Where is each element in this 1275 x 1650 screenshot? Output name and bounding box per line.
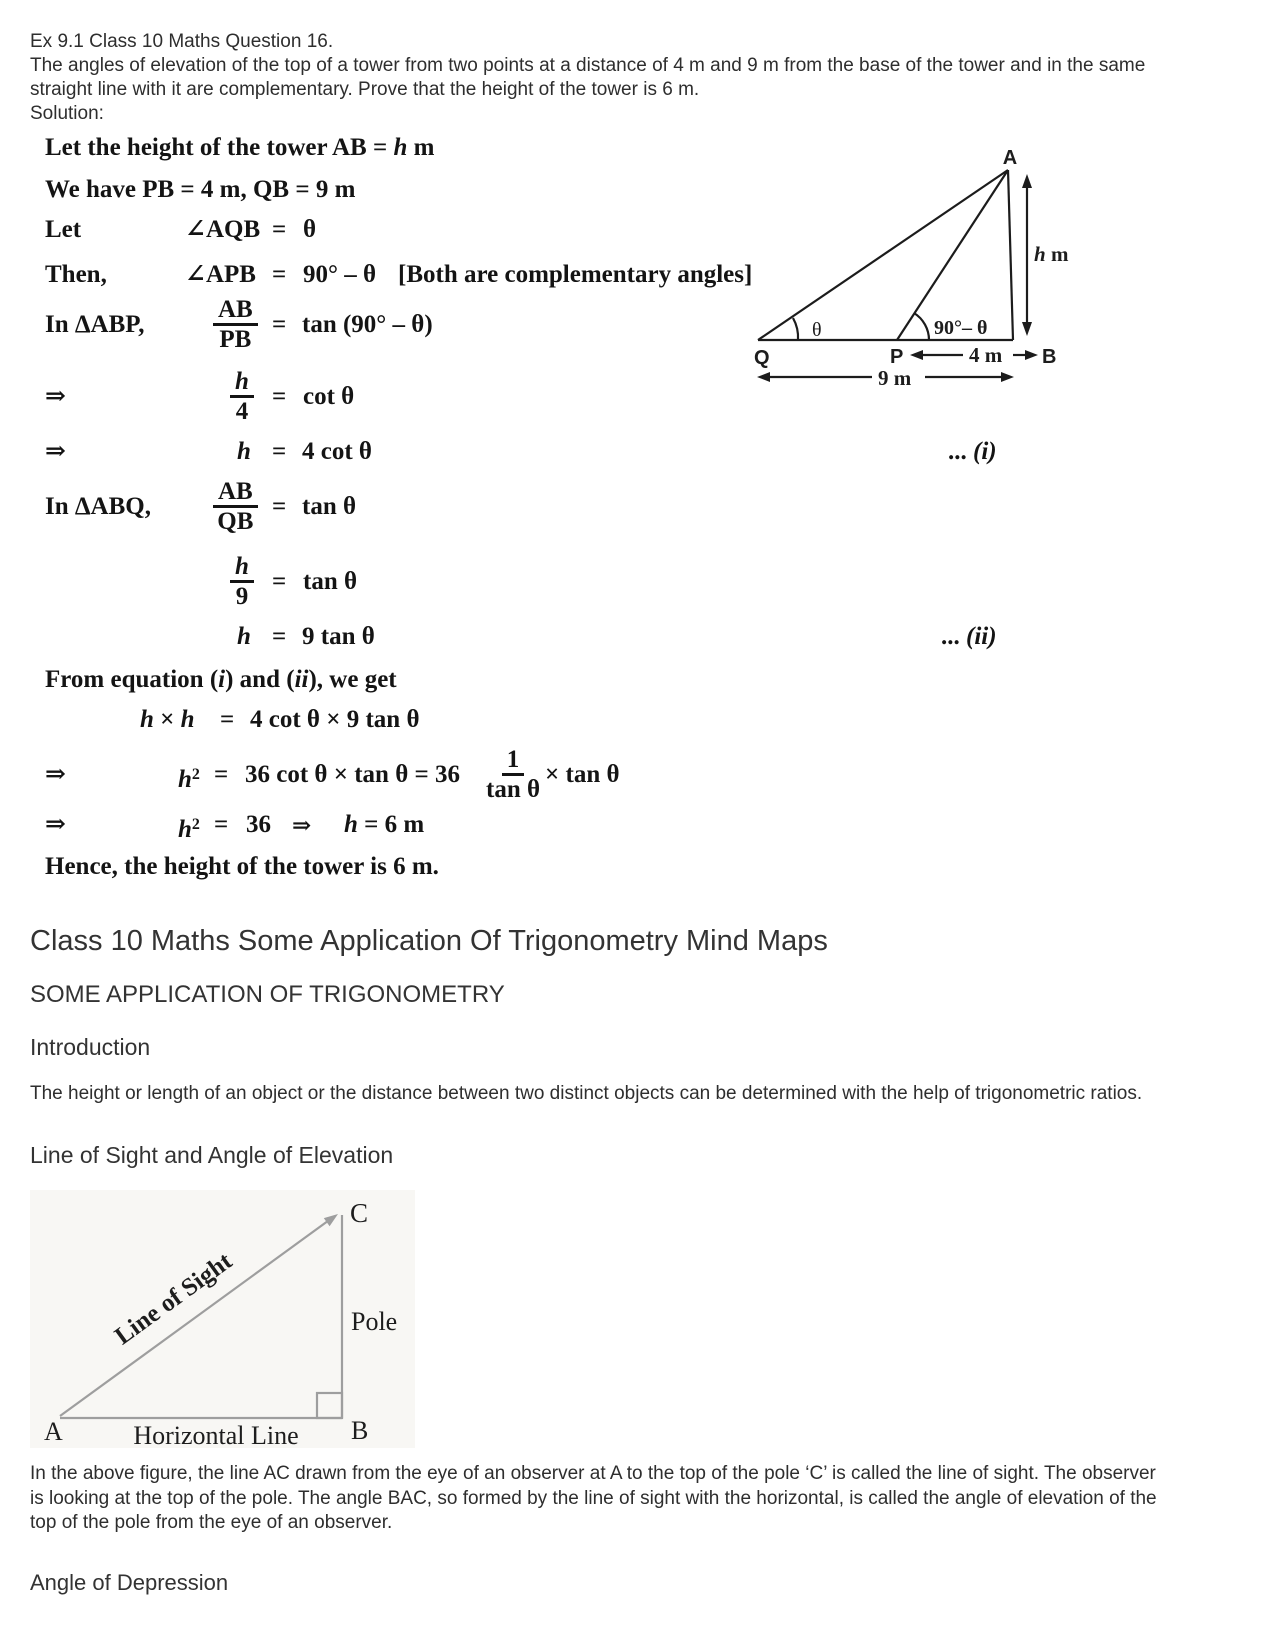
solution-step-14-lhs: $h^2$ [178, 816, 200, 843]
vertex-q-label: Q [754, 347, 770, 369]
vertex-p-label: P [890, 346, 904, 368]
equals-sign: = [214, 761, 229, 788]
solution-step-6-rhs: cot θ [303, 383, 355, 410]
question-line-2: straight line with it are complementary. Prove that the height of the tower is 6 m. [30, 79, 700, 100]
solution-step-7-lhs: h [237, 438, 251, 465]
solution-step-5-label: In ΔABP, [45, 311, 145, 338]
solution-step-13-lhs: $h^2$ [178, 766, 200, 793]
solution-step-10-rhs: 9 tan θ [302, 623, 375, 650]
solution-step-3-lhs: ∠AQB [185, 216, 261, 243]
heading-angle-of-depression: Angle of Depression [30, 1570, 229, 1595]
fraction-ab-pb: $\frac{AB}{PB}$ [213, 296, 258, 353]
solution-step-11: From equation (i) and (ii), we get [45, 666, 397, 693]
equals-sign: = [272, 493, 287, 520]
angle-arc-p [914, 313, 929, 340]
solution-step-12-lhs: h × h [140, 706, 195, 733]
question-line-1: The angles of elevation of the top of a tower from two points at a distance of 4 m and 9 m from the base of the tower and in the same [30, 55, 1146, 76]
equals-sign: = [272, 568, 287, 595]
arrowhead-right [1001, 372, 1014, 382]
solution-step-4-note: [Both are complementary angles] [398, 261, 753, 288]
solution-step-14-val: 36 [246, 811, 271, 838]
equals-sign: = [214, 811, 229, 838]
implies-arrow: ⇒ [292, 813, 312, 838]
los-paragraph-line-1: In the above figure, the line AC drawn from the eye of an observer at A to the top of the pole ‘C’ is called the line of sight. The observer [30, 1463, 1156, 1484]
tower-diagram [720, 148, 1072, 393]
equals-sign: = [272, 216, 287, 243]
arrowhead-left [757, 372, 770, 382]
heading-mindmaps: Class 10 Maths Some Application Of Trigonometry Mind Maps [30, 925, 828, 957]
tower-side-ab [1008, 170, 1013, 340]
equals-sign: = [272, 623, 287, 650]
equals-sign: = [272, 311, 287, 338]
equation-tag-i: ... (i) [948, 438, 997, 465]
line-of-sight-label: Line of Sight [110, 1247, 238, 1351]
solution-step-5-rhs: tan (90° – θ) [302, 311, 433, 338]
solution-step-1: Let the height of the tower AB = h m [45, 134, 435, 161]
solution-step-2: We have PB = 4 m, QB = 9 m [45, 176, 356, 203]
point-c-label: C [350, 1198, 369, 1228]
equation-tag-ii: ... (ii) [941, 623, 997, 650]
solution-step-14-result: h = 6 m [344, 811, 425, 838]
implies-arrow: ⇒ [45, 383, 66, 410]
angle-theta-label: θ [812, 319, 822, 341]
point-b-label: B [351, 1416, 369, 1445]
solution-step-8-rhs: tan θ [302, 493, 357, 520]
solution-step-13-mid: 36 cot θ × tan θ = 36 [245, 761, 460, 788]
arrowhead-right [1025, 350, 1038, 360]
solution-step-3-label: Let [45, 216, 82, 243]
angle-90-theta-label: 90°– θ [934, 317, 988, 339]
height-label: h m [1034, 242, 1069, 266]
heading-introduction: Introduction [30, 1034, 151, 1060]
heading-some-application: SOME APPLICATION OF TRIGONOMETRY [30, 981, 505, 1008]
question-heading: Ex 9.1 Class 10 Maths Question 16. [30, 31, 334, 52]
fraction-h-4: $\frac{h}{4}$ [230, 368, 254, 425]
distance-9m-label: 9 m [878, 366, 912, 390]
implies-arrow: ⇒ [45, 761, 66, 788]
equals-sign: = [220, 706, 235, 733]
arrowhead-down [1022, 322, 1032, 336]
equals-sign: = [272, 261, 287, 288]
solution-conclusion: Hence, the height of the tower is 6 m. [45, 853, 439, 880]
distance-4m-label: 4 m [969, 343, 1003, 367]
vertex-a-label: A [1002, 148, 1018, 169]
solution-step-7-rhs: 4 cot θ [302, 438, 372, 465]
point-a-label: A [44, 1417, 63, 1446]
line-of-sight-figure [30, 1190, 415, 1450]
solution-step-4-lhs: ∠APB [185, 261, 256, 288]
los-paragraph-line-2: is looking at the top of the pole. The angle BAC, so formed by the line of sight with the horizontal, is called the angle of elevation of the [30, 1488, 1157, 1509]
solution-label: Solution: [30, 103, 104, 124]
introduction-paragraph: The height or length of an object or the distance between two distinct objects can be determined with the help of trigonometric ratios. [30, 1083, 1143, 1104]
solution-step-13-post: × tan θ [545, 761, 620, 788]
line-qa [758, 170, 1008, 340]
solution-step-8-label: In ΔABQ, [45, 493, 151, 520]
fraction-1-tan: $\frac{1}{\text{tan θ}}$ [486, 746, 541, 803]
solution-step-9-rhs: tan θ [303, 568, 358, 595]
los-paragraph-line-3: top of the pole from the eye of an observer. [30, 1512, 393, 1533]
equals-sign: = [272, 438, 287, 465]
solution-step-10-lhs: h [237, 623, 251, 650]
vertex-b-label: B [1042, 346, 1057, 368]
pole-label: Pole [351, 1307, 398, 1336]
heading-line-of-sight: Line of Sight and Angle of Elevation [30, 1142, 394, 1168]
line-pa [897, 170, 1008, 340]
solution-step-4-label: Then, [45, 261, 107, 288]
solution-step-12-rhs: 4 cot θ × 9 tan θ [250, 706, 420, 733]
implies-arrow: ⇒ [45, 438, 66, 465]
solution-step-3-rhs: θ [303, 216, 317, 243]
angle-arc-q [793, 318, 798, 340]
horizontal-line-label: Horizontal Line [133, 1421, 299, 1450]
equals-sign: = [272, 383, 287, 410]
arrowhead-up [1022, 174, 1032, 188]
solution-step-4-rhs: 90° – θ [303, 261, 377, 288]
arrowhead-left [910, 350, 923, 360]
fraction-h-9: $\frac{h}{9}$ [230, 553, 254, 610]
fraction-ab-qb: $\frac{AB}{QB}$ [213, 478, 258, 535]
implies-arrow: ⇒ [45, 811, 66, 838]
